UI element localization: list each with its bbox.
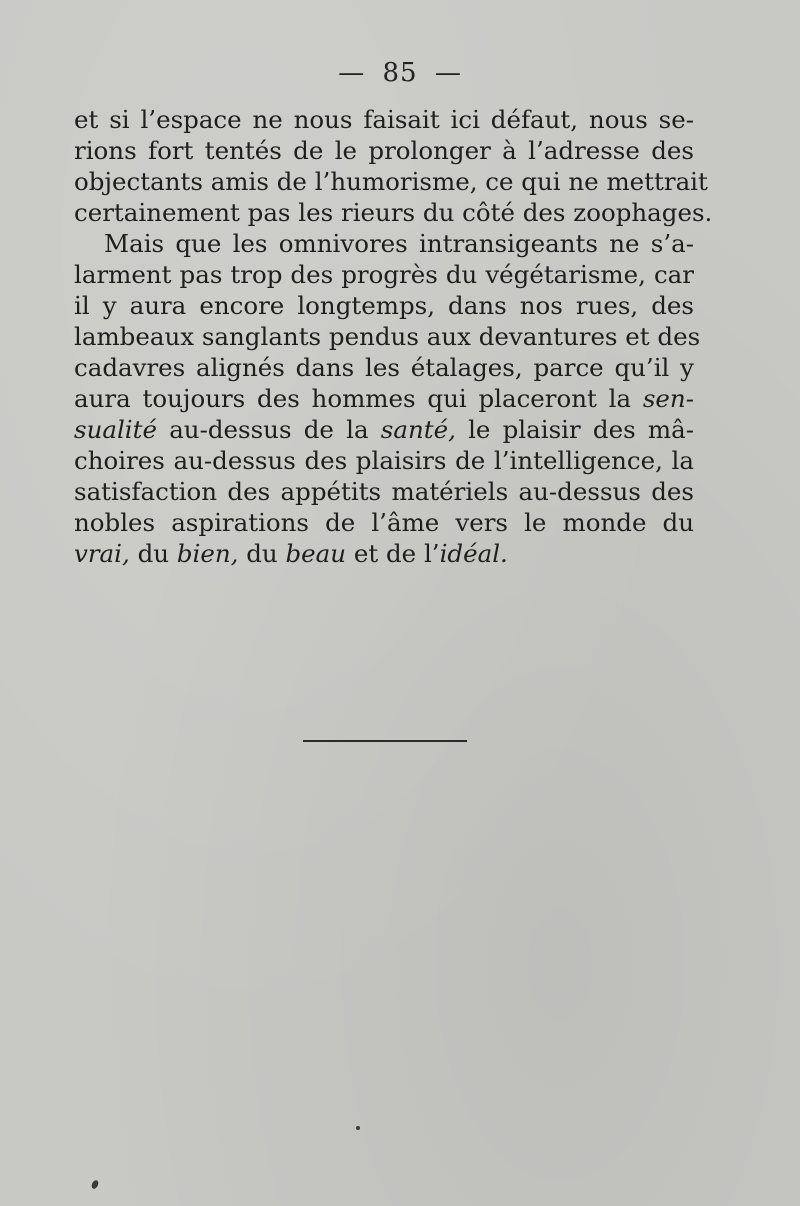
text-segment: et si l’espace ne nous faisait ici défaut, nous se- — [74, 105, 694, 134]
text-line — [74, 197, 713, 228]
text-line — [74, 321, 701, 352]
text-segment: le plaisir des mâ- — [455, 415, 694, 444]
text-line — [74, 104, 694, 135]
text-line — [74, 538, 694, 569]
italic-text: sualité — [74, 415, 157, 444]
ink-speck — [90, 1179, 99, 1190]
text-segment: Mais que les omnivores intransigeants ne s’a- — [104, 229, 694, 258]
text-line — [74, 445, 694, 476]
text-line — [74, 290, 694, 321]
italic-text: idéal. — [439, 539, 508, 568]
text-line — [74, 383, 694, 414]
text-segment: larment pas trop des progrès du végétarisme, car — [74, 260, 694, 289]
italic-text: beau — [285, 539, 347, 568]
header-dash-left: — — [338, 58, 366, 88]
text-segment: et de l’ — [346, 539, 440, 568]
ink-speck — [356, 1126, 360, 1130]
text-line — [74, 259, 694, 290]
italic-text: sen- — [642, 384, 694, 413]
body-text — [74, 104, 713, 569]
text-line — [74, 166, 708, 197]
page-number: 85 — [382, 58, 418, 88]
text-segment: lambeaux sanglants pendus aux devantures et des — [74, 322, 701, 351]
text-segment: objectants amis de l’humorisme, ce qui ne mettrait — [74, 167, 708, 196]
text-line — [74, 135, 694, 166]
text-line — [74, 352, 694, 383]
section-end-rule — [303, 740, 467, 742]
page-header — [0, 58, 800, 88]
text-segment: aura toujours des hommes qui placeront la — [74, 384, 643, 413]
text-line — [74, 507, 694, 538]
text-line — [74, 414, 694, 445]
text-segment: il y aura encore longtemps, dans nos rues, des — [74, 291, 694, 320]
text-line — [74, 476, 694, 507]
text-segment: du — [129, 539, 177, 568]
text-segment: du — [238, 539, 286, 568]
text-segment: satisfaction des appétits matériels au-dessus des — [74, 477, 694, 506]
header-dash-right: — — [434, 58, 462, 88]
italic-text: bien, — [176, 539, 239, 568]
text-line — [74, 228, 694, 259]
text-segment: certainement pas les rieurs du côté des zoophages. — [74, 198, 713, 227]
italic-text: vrai, — [74, 539, 130, 568]
text-segment: rions fort tentés de le prolonger à l’adresse des — [74, 136, 694, 165]
text-segment: nobles aspirations de l’âme vers le monde du — [74, 508, 694, 537]
text-segment: choires au-dessus des plaisirs de l’intelligence, la — [74, 446, 694, 475]
italic-text: santé, — [380, 415, 456, 444]
text-segment: au-dessus de la — [156, 415, 381, 444]
text-segment: cadavres alignés dans les étalages, parce qu’il y — [74, 353, 694, 382]
